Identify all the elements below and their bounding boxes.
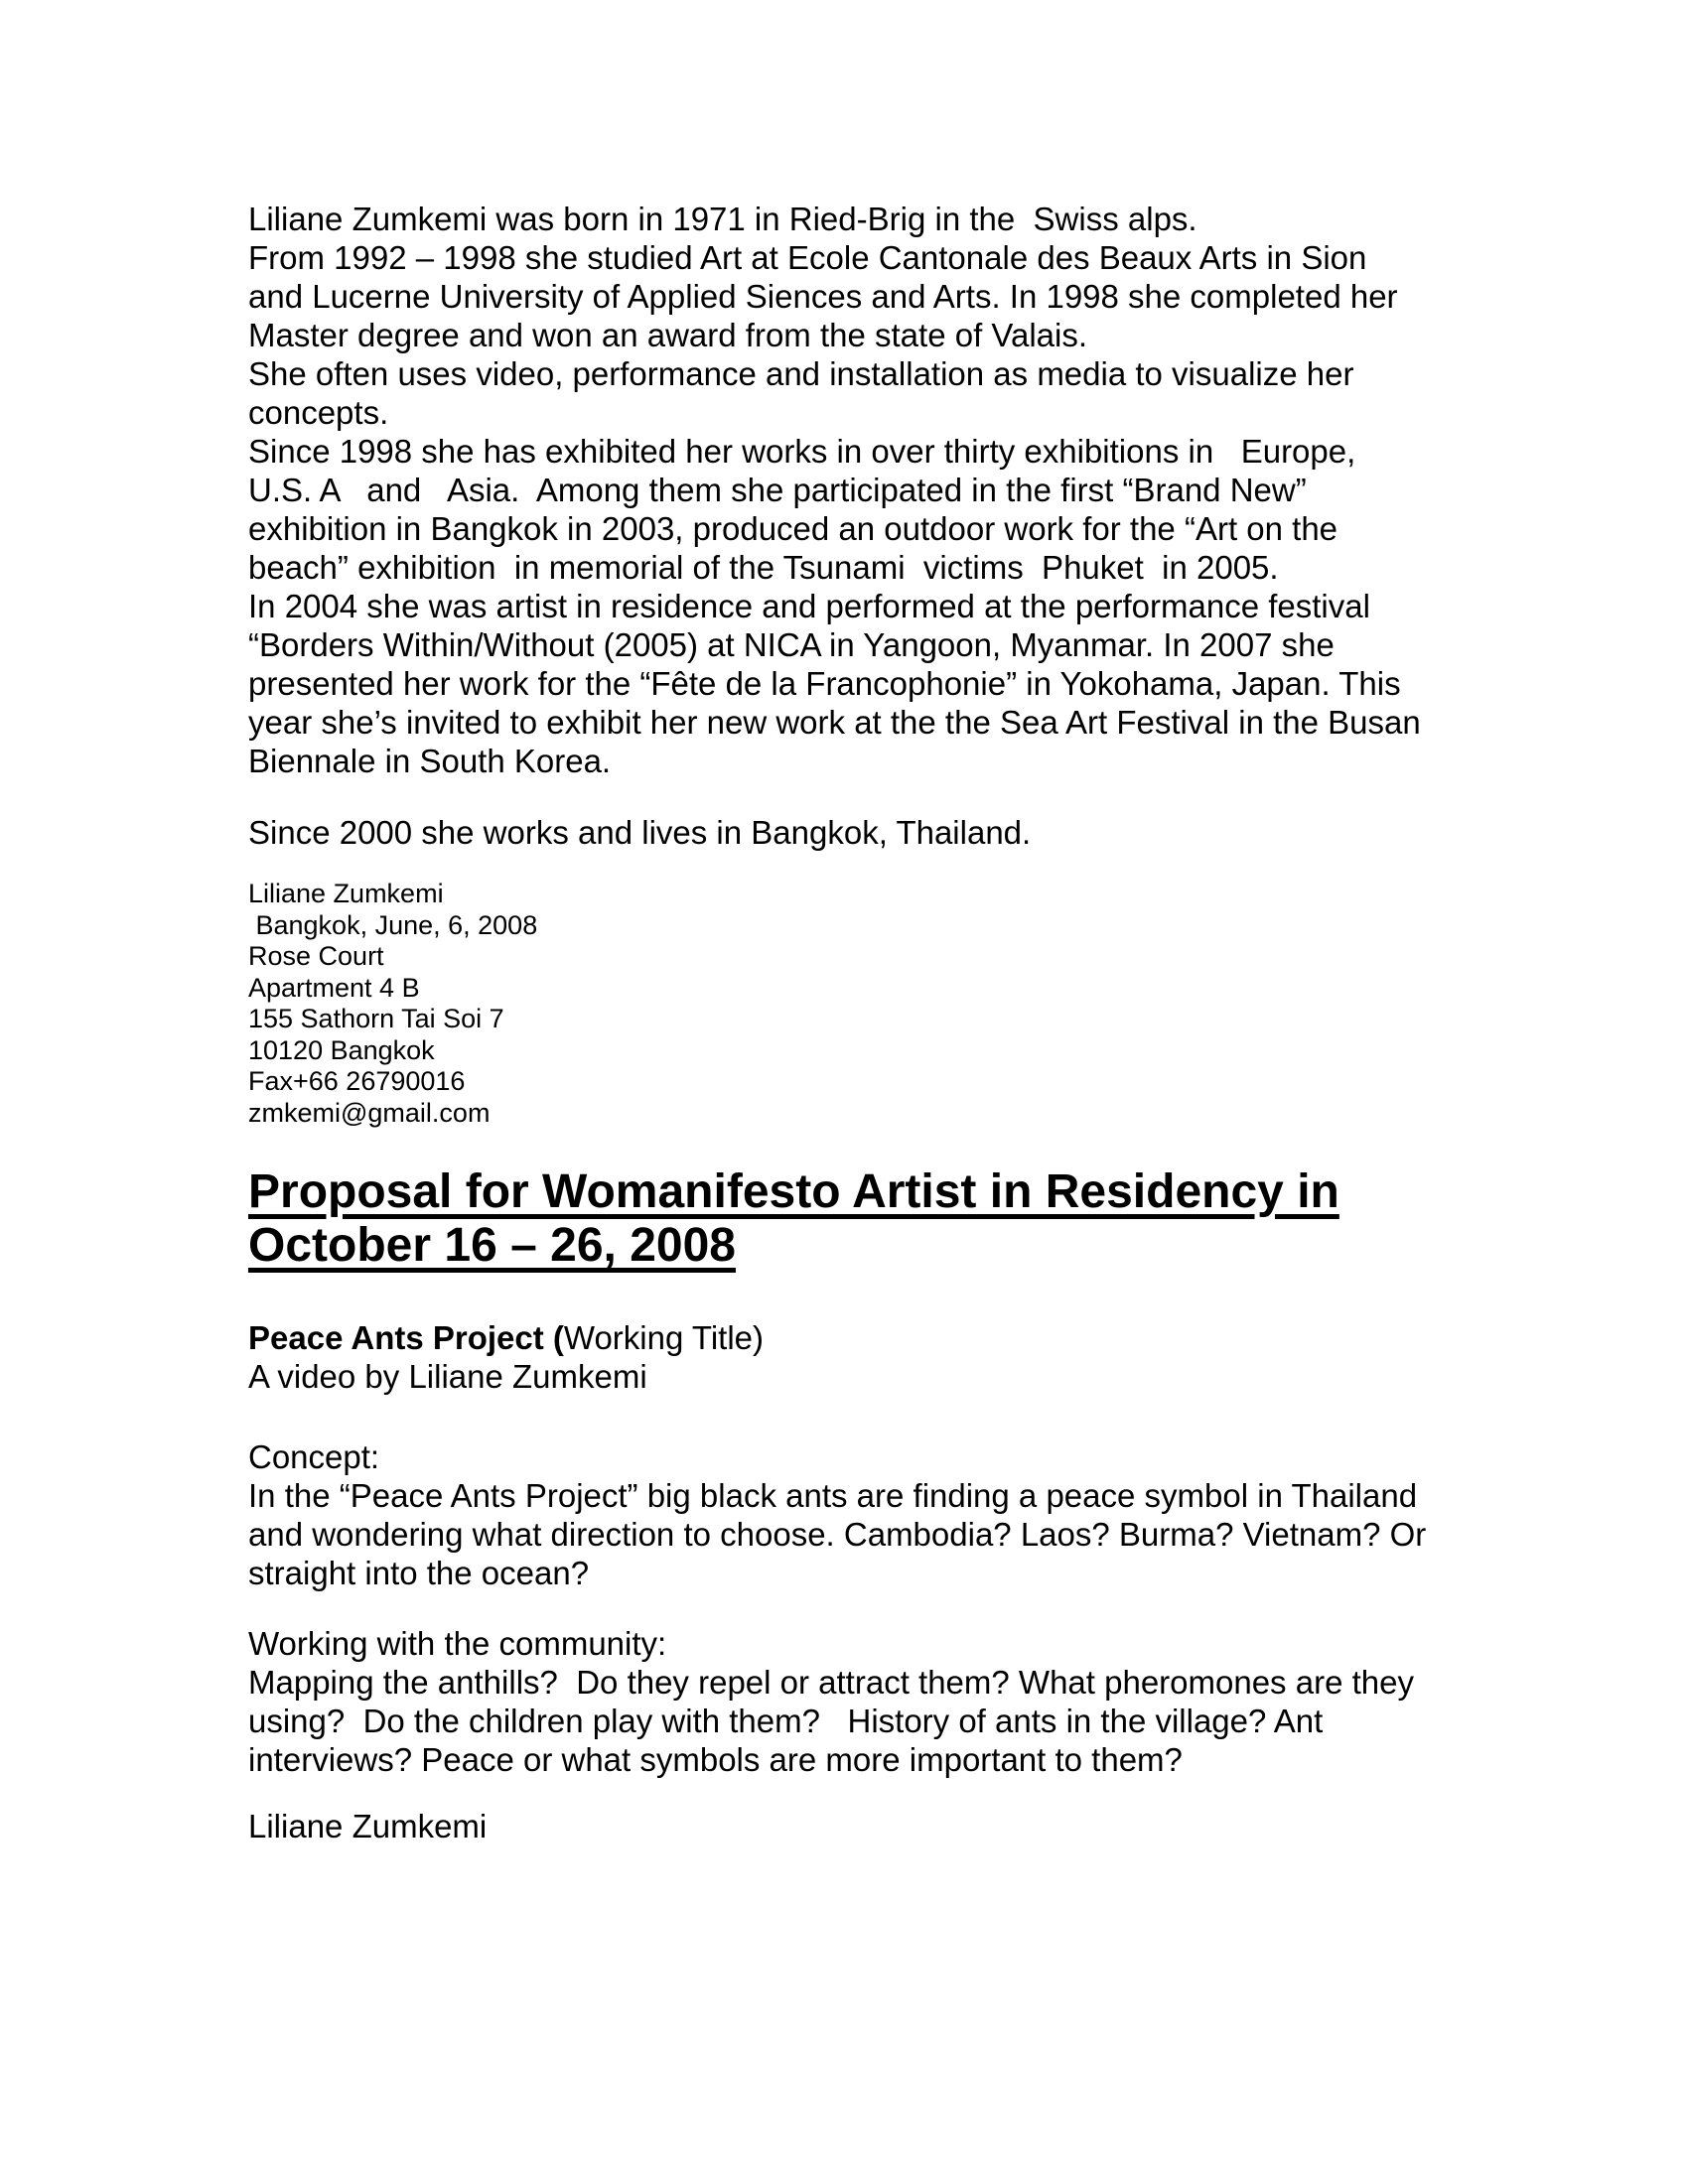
text-line: using? Do the children play with them? History of ants in the village? Ant	[248, 1703, 1324, 1739]
text-line: year she’s invited to exhibit her new work at the the Sea Art Festival in the Busan	[248, 704, 1421, 741]
text-line: Liliane Zumkemi was born in 1971 in Ried-Brig in the Swiss alps.	[248, 201, 1197, 237]
bio-paragraph	[248, 200, 1539, 780]
contact-block	[248, 879, 1539, 1129]
community-paragraph	[248, 1663, 1539, 1779]
text-line: and wondering what direction to choose. Cambodia? Laos? Burma? Vietnam? Or	[248, 1516, 1427, 1553]
text-line: straight into the ocean?	[248, 1555, 590, 1591]
text-line: zmkemi@gmail.com	[248, 1097, 491, 1128]
text-line: Rose Court	[248, 941, 384, 971]
text-line: 10120 Bangkok	[248, 1034, 435, 1065]
text-line: 155 Sathorn Tai Soi 7	[248, 1004, 504, 1033]
proposal-heading-line-1: Proposal for Womanifesto Artist in Residency in	[248, 1165, 1339, 1218]
text-line: Biennale in South Korea.	[248, 743, 612, 779]
project-title-regular-part: Working Title)	[563, 1319, 765, 1356]
text-line: and Lucerne University of Applied Siences and Arts. In 1998 she completed her	[248, 278, 1398, 315]
text-line: From 1992 – 1998 she studied Art at Ecole Cantonale des Beaux Arts in Sion	[248, 239, 1367, 276]
text-line: In the “Peace Ants Project” big black ants are finding a peace symbol in Thailand	[248, 1477, 1418, 1514]
residence-line: Since 2000 she works and lives in Bangkok, Thailand.	[248, 814, 1032, 851]
proposal-heading-line-2: October 16 – 26, 2008	[248, 1219, 736, 1272]
text-line: interviews? Peace or what symbols are more important to them?	[248, 1741, 1183, 1778]
text-line: In 2004 she was artist in residence and performed at the performance festival	[248, 588, 1370, 624]
text-line: “Borders Within/Without (2005) at NICA in Yangoon, Myanmar. In 2007 she	[248, 626, 1335, 663]
text-line: Since 1998 she has exhibited her works in over thirty exhibitions in Europe,	[248, 433, 1356, 470]
text-line: beach” exhibition in memorial of the Tsunami victims Phuket in 2005.	[248, 549, 1279, 586]
project-title-bold-part: Peace Ants Project (	[248, 1319, 564, 1356]
text-line: exhibition in Bangkok in 2003, produced an outdoor work for the “Art on the	[248, 510, 1338, 547]
signature: Liliane Zumkemi	[248, 1808, 488, 1844]
text-line: concepts.	[248, 394, 389, 431]
text-line: Mapping the anthills? Do they repel or attract them? What pheromones are they	[248, 1664, 1414, 1701]
text-line: U.S. A and Asia. Among them she participated in the first “Brand New”	[248, 472, 1307, 508]
project-title	[248, 1318, 1539, 1357]
concept-label: Concept:	[248, 1438, 380, 1475]
proposal-heading	[248, 1165, 1539, 1273]
community-section	[248, 1624, 1539, 1779]
text-line: Master degree and won an award from the state of Valais.	[248, 317, 1088, 353]
text-line: Fax+66 26790016	[248, 1066, 466, 1096]
text-line: Bangkok, June, 6, 2008	[248, 909, 538, 940]
text-line: Apartment 4 B	[248, 972, 420, 1003]
document-content	[248, 200, 1539, 1845]
text-line: Liliane Zumkemi	[248, 879, 444, 908]
concept-section	[248, 1437, 1539, 1592]
project-title-block	[248, 1318, 1539, 1396]
concept-paragraph	[248, 1476, 1539, 1592]
community-label: Working with the community:	[248, 1625, 667, 1662]
project-byline: A video by Liliane Zumkemi	[248, 1358, 647, 1395]
text-line: She often uses video, performance and installation as media to visualize her	[248, 355, 1354, 392]
text-line: presented her work for the “Fête de la Francophonie” in Yokohama, Japan. This	[248, 665, 1401, 702]
